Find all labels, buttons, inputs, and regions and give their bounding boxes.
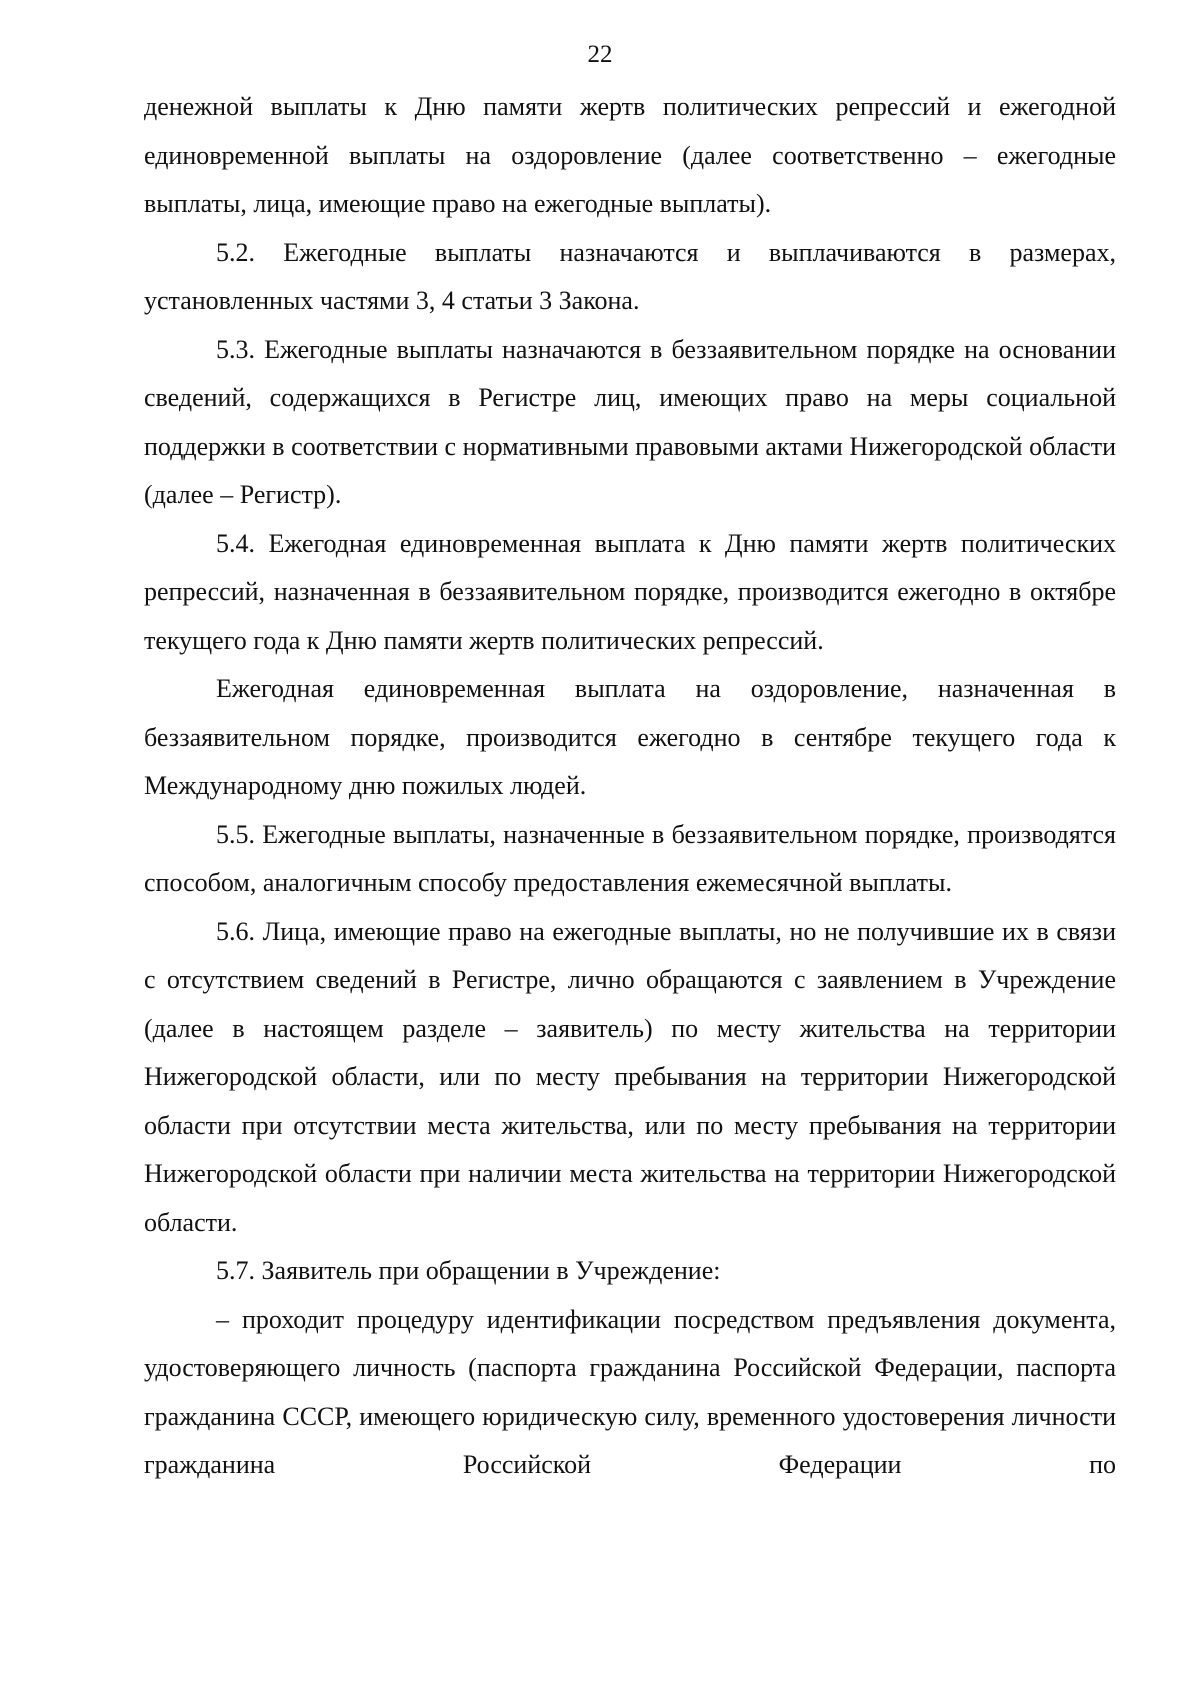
paragraph-5-2: 5.2. Ежегодные выплаты назначаются и выплачиваются в размерах, установленных частями 3, 4 статьи 3 Закона.	[144, 237, 1116, 315]
paragraph-5-4: 5.4. Ежегодная единовременная выплата к Дню памяти жертв политических репрессий, назначенная в беззаявительном порядке, производится ежегодно в октябре текущего года к Дню памяти жертв политических репрессий.	[144, 528, 1116, 655]
document-body	[144, 83, 1116, 1490]
paragraph-5-7: 5.7. Заявитель при обращении в Учреждение:	[216, 1256, 721, 1285]
paragraph-intro-continuation: денежной выплаты к Дню памяти жертв политических репрессий и ежегодной единовременной выплаты на оздоровление (далее соответственно – ежегодные выплаты, лица, имеющие право на ежегодные выплаты).	[144, 92, 1116, 218]
paragraph-5-5: 5.5. Ежегодные выплаты, назначенные в беззаявительном порядке, производятся способом, аналогичным способу предоставления ежемесячной выплаты.	[144, 819, 1116, 897]
paragraph-5-7-item-identification: – проходит процедуру идентификации посредством предъявления документа, удостоверяющего личность (паспорта гражданина Российской Федерации, паспорта гражданина СССР, имеющего юридическую силу, временного удостоверения личности гражданина Российской Федерации по	[144, 1304, 1116, 1479]
paragraph-5-4-second: Ежегодная единовременная выплата на оздоровление, назначенная в беззаявительном порядке, производится ежегодно в сентябре текущего года к Международному дню пожилых людей.	[144, 674, 1116, 800]
page-number: 22	[587, 41, 613, 68]
paragraph-5-3: 5.3. Ежегодные выплаты назначаются в беззаявительном порядке на основании сведений, содержащихся в Регистре лиц, имеющих право на меры социальной поддержки в соответствии с нормативными правовыми актами Нижегородской области (далее – Регистр).	[144, 334, 1116, 509]
paragraph-5-6: 5.6. Лица, имеющие право на ежегодные выплаты, но не получившие их в связи с отсутствием сведений в Регистре, лично обращаются с заявлением в Учреждение (далее в настоящем разделе – заявитель) по месту жительства на территории Нижегородской области, или по месту пребывания на территории Нижегородской области при отсутствии места жительства, или по месту пребывания на территории Нижегородской области при наличии места жительства на территории Нижегородской области.	[144, 916, 1116, 1237]
